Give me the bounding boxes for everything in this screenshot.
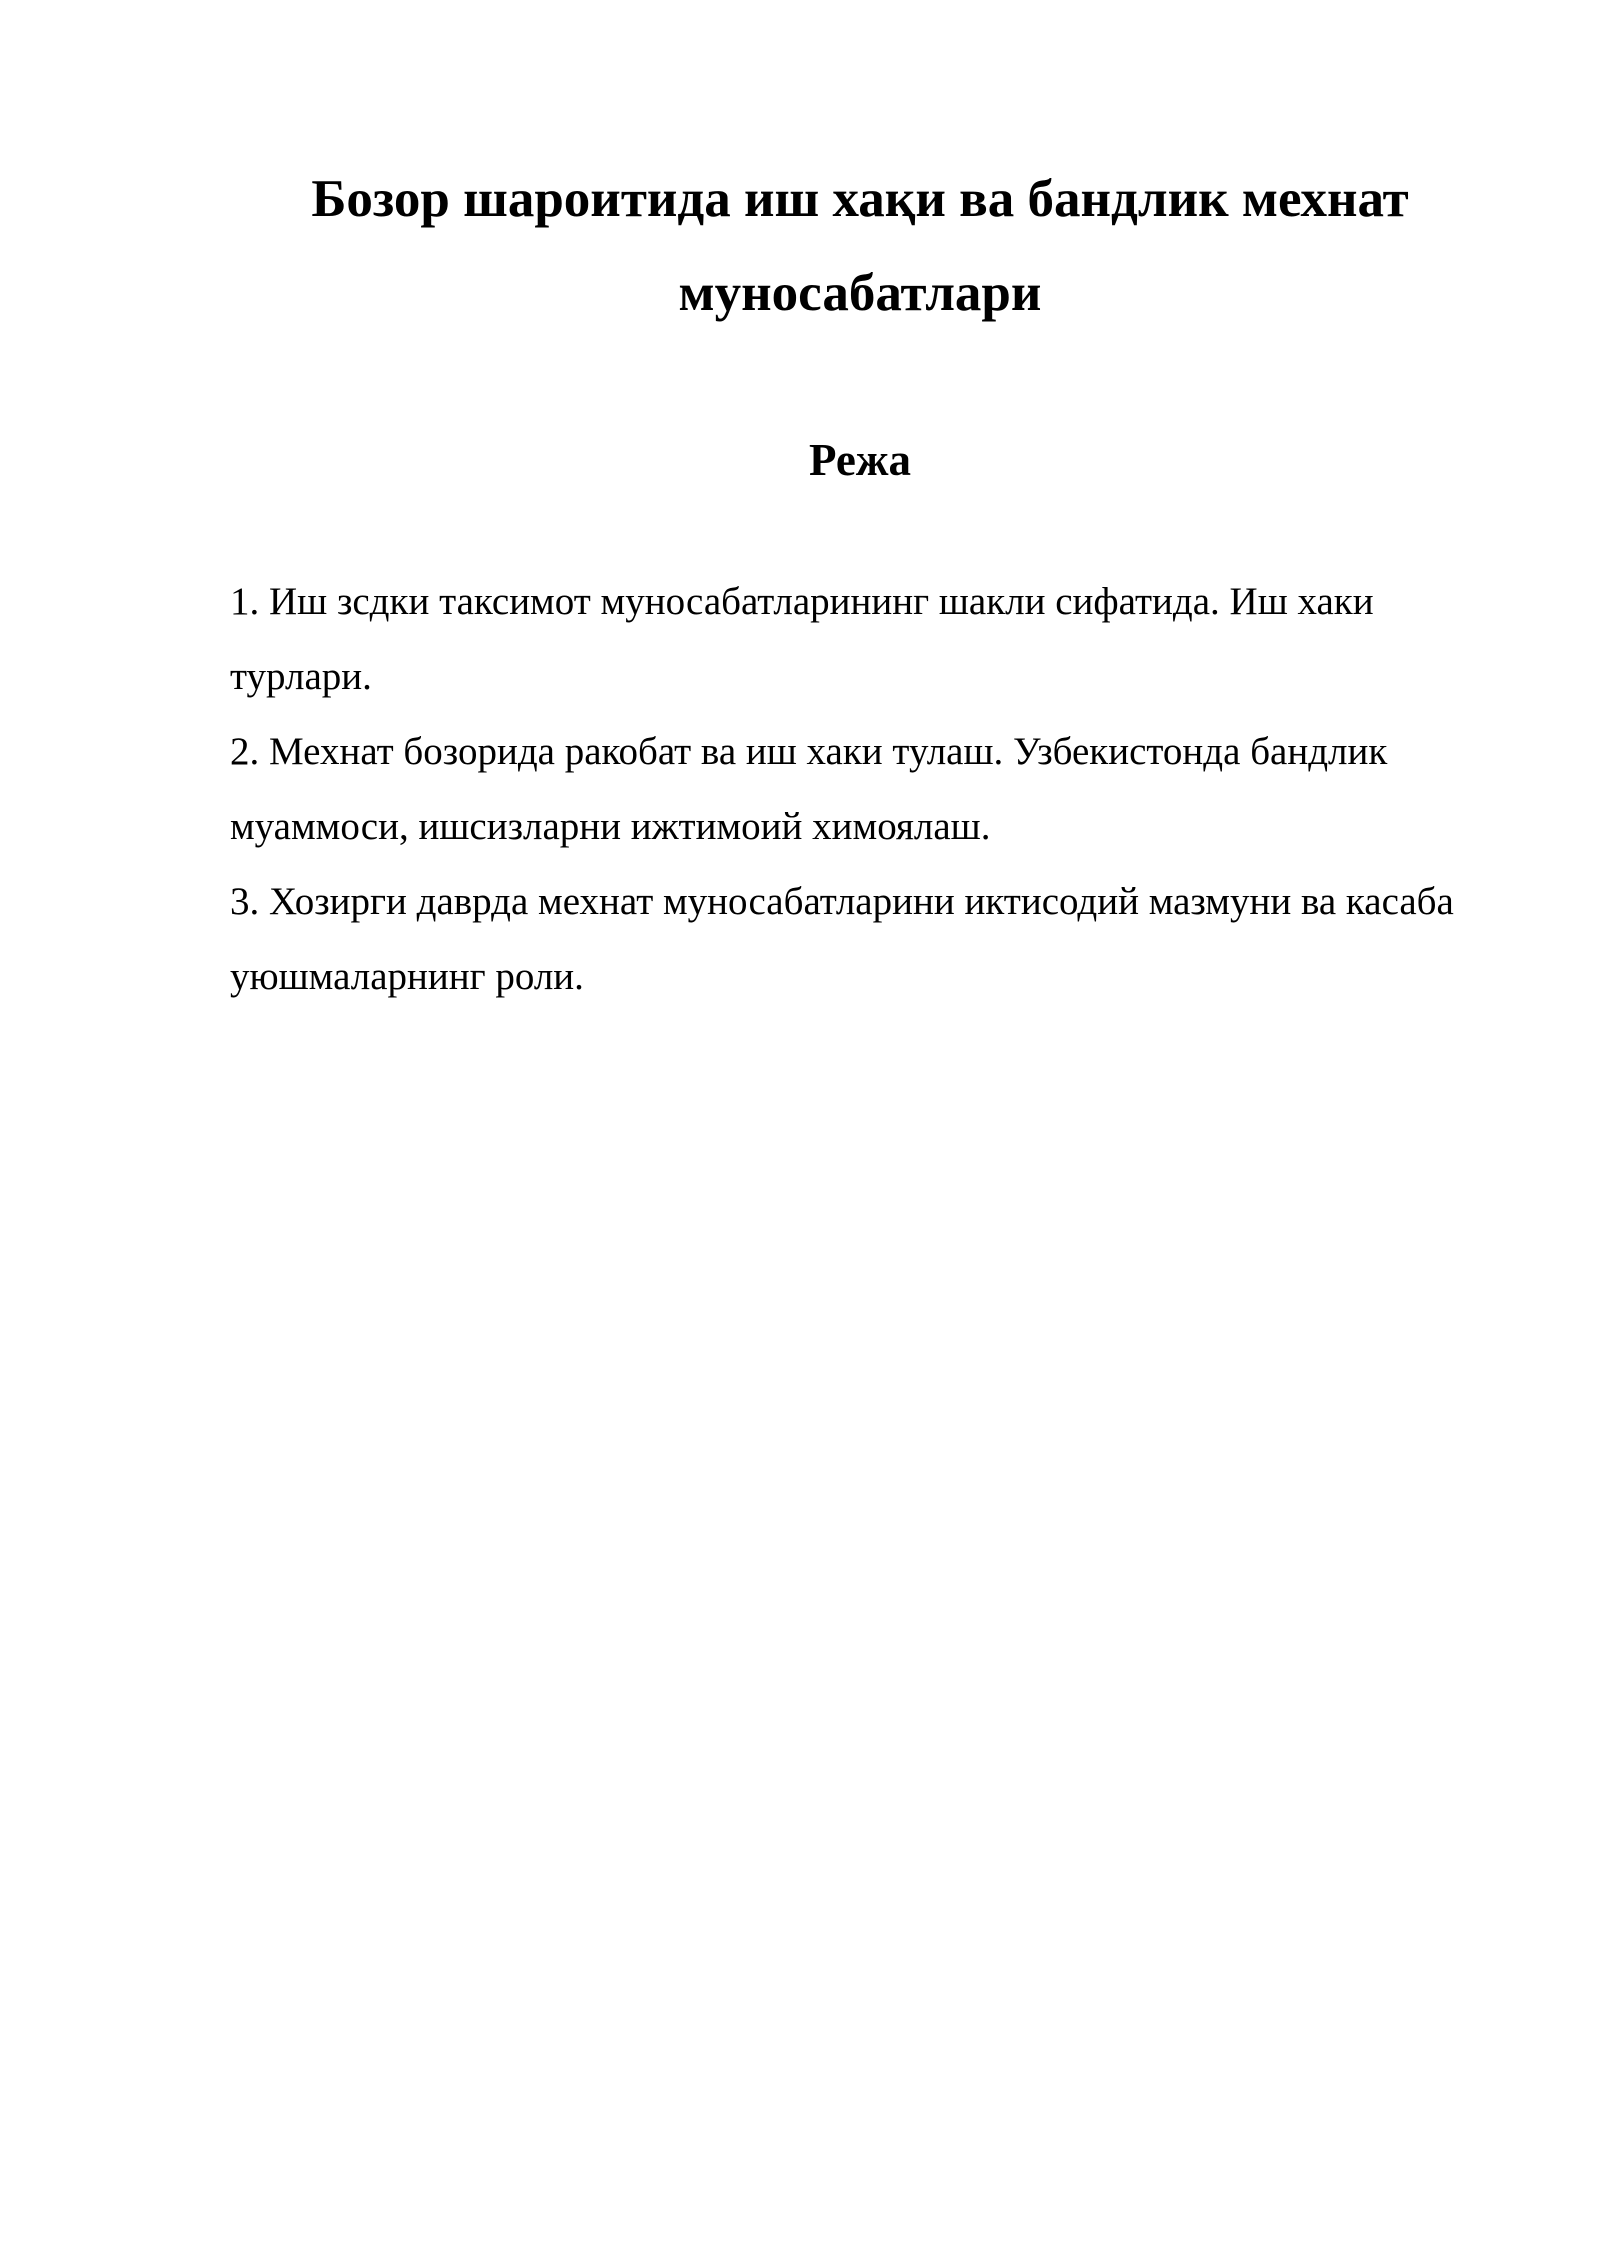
plan-list bbox=[230, 564, 1490, 1014]
plan-heading: Режа bbox=[809, 435, 911, 485]
document-title: Бозор шароитида иш хақи ва бандлик мехнат муносабатлари bbox=[311, 170, 1409, 322]
plan-item-2: 2. Мехнат бозорида ракобат ва иш хаки тулаш. Узбекистонда бандлик муаммоси, ишсизларни ижтимоий химоялаш. bbox=[230, 730, 1388, 848]
plan-item-1: 1. Иш зсдки таксимот муносабатларининг шакли сифатида. Иш хаки турлари. bbox=[230, 580, 1374, 698]
plan-item-3: 3. Хозирги даврда мехнат муносабатларини иктисодий мазмуни ва касаба уюшмаларнинг роли. bbox=[230, 880, 1454, 998]
